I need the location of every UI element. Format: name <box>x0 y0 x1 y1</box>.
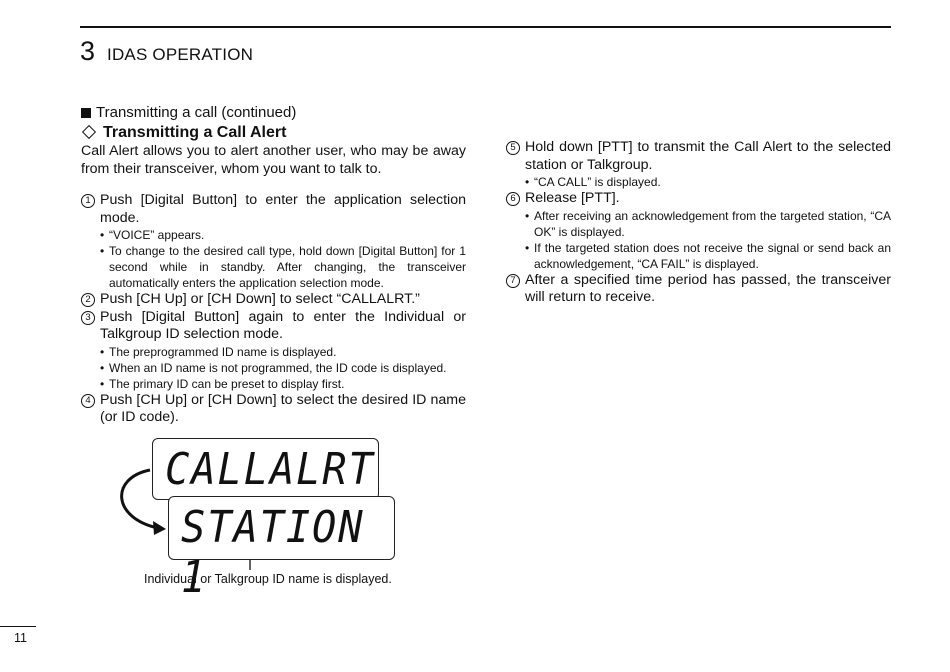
step-5 <box>506 139 891 190</box>
step-number: 5 <box>506 141 520 155</box>
lcd-text: STATION 1 <box>181 502 365 603</box>
step-7 <box>506 272 891 307</box>
footer-rule <box>0 626 36 627</box>
step-number: 6 <box>506 192 520 206</box>
note-item: • When an ID name is not programmed, the ID code is displayed. <box>100 360 466 376</box>
lcd-text: CALLALRT <box>165 444 375 495</box>
right-column <box>506 139 891 307</box>
step-text: Push [CH Up] or [CH Down] to select the desired ID name (or ID code). <box>100 391 466 425</box>
step-number: 2 <box>81 293 95 307</box>
note-item: • “VOICE” appears. <box>100 227 466 243</box>
step-number: 4 <box>81 394 95 408</box>
chapter-title: IDAS OPERATION <box>107 45 254 64</box>
page-number: 11 <box>14 631 27 645</box>
subsection-heading-text: Transmitting a Call Alert <box>103 123 287 141</box>
step-text: Hold down [PTT] to transmit the Call Alert to the selected station or Talkgroup. <box>525 139 891 173</box>
section-heading-text: Transmitting a call (continued) <box>96 104 297 121</box>
note-item: • The preprogrammed ID name is displayed. <box>100 344 466 360</box>
note-item: • After receiving an acknowledgement from the targeted station, “CA OK” is displayed. <box>525 208 891 240</box>
step-text: Release [PTT]. <box>525 190 620 206</box>
step-text: Push [Digital Button] again to enter the Individual or Talkgroup ID selection mode. <box>100 308 466 342</box>
step-number: 7 <box>506 274 520 288</box>
intro-paragraph: Call Alert allows you to alert another user, who may be away from their transceiver, whom you want to talk to. <box>81 143 466 177</box>
note-item: • To change to the desired call type, hold down [Digital Button] for 1 second while in standby. After changing, the transceiver automatically enters the application selection mode. <box>100 243 466 291</box>
step-text: Push [CH Up] or [CH Down] to select “CALLALRT.” <box>100 291 420 307</box>
step-text: After a specified time period has passed, the transceiver will return to receive. <box>525 271 891 305</box>
step-notes <box>525 208 891 272</box>
note-item: • If the targeted station does not receive the signal or send back an acknowledgement, “CA FAIL” is displayed. <box>525 240 891 272</box>
step-number: 1 <box>81 194 95 208</box>
step-6 <box>506 190 891 272</box>
note-item: • The primary ID can be preset to display first. <box>100 376 466 392</box>
step-number: 3 <box>81 311 95 325</box>
step-text: Push [Digital Button] to enter the application selection mode. <box>100 192 466 226</box>
note-item: • “CA CALL” is displayed. <box>525 174 891 190</box>
lcd-display-callalrt <box>152 438 379 500</box>
display-caption: Individual or Talkgroup ID name is displayed. <box>144 572 392 586</box>
step-notes <box>525 174 891 190</box>
chapter-number: 3 <box>80 36 96 66</box>
